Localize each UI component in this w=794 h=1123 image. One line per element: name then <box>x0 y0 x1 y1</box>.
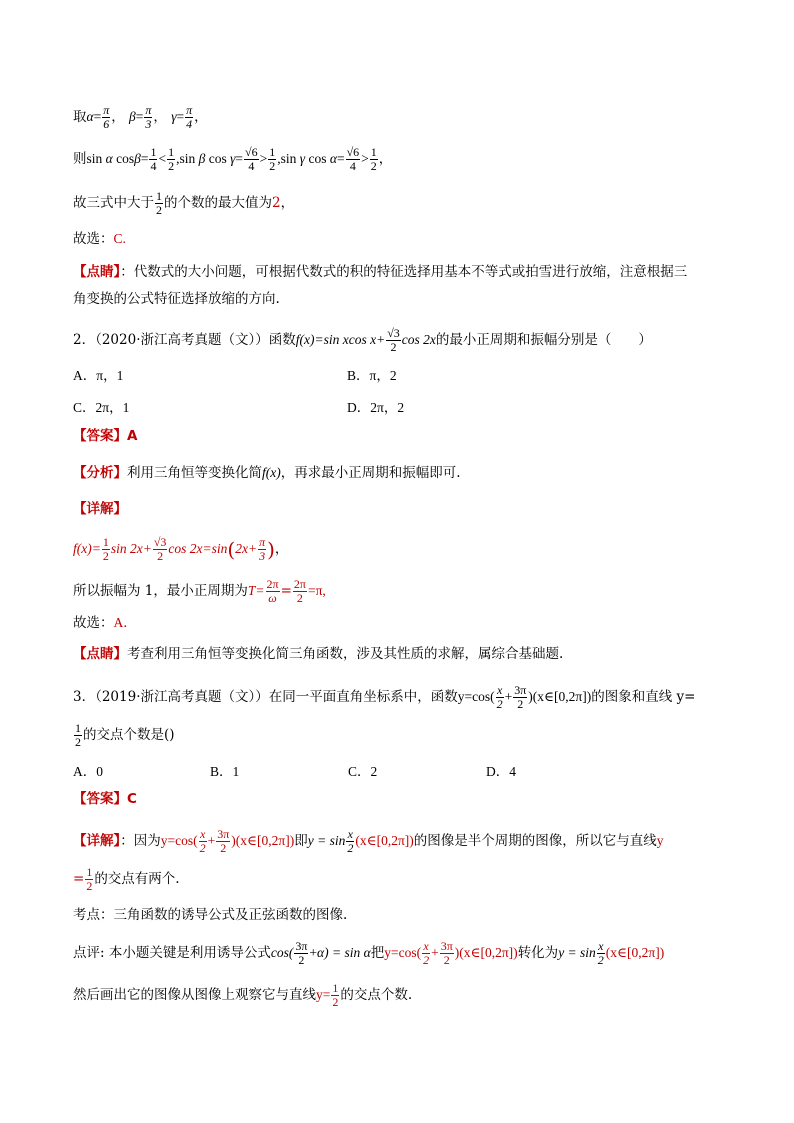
analysis-2: 【分析】利用三角恒等变换化简f(x)，再求最小正周期和振幅即可. <box>73 465 461 481</box>
detail-tag: 【详解】 <box>73 833 121 849</box>
detail-2-line-2: 所以振幅为 1，最小正周期为T= $\frac{2\pi}{\omega}$ = $\frac{2\pi}{2}$ =π, <box>73 577 326 605</box>
kaodian-line: 考点：三角函数的诱导公式及正弦函数的图像. <box>73 907 348 923</box>
alpha-symbol: α <box>86 109 94 124</box>
remark-tag: 【点睛】 <box>73 264 121 280</box>
option-b[interactable]: B．π，2 <box>347 368 397 383</box>
gamma-symbol: γ <box>171 109 177 124</box>
question-3-stem-line-2: $\frac{1}{2}$ 的交点个数是() <box>75 721 175 749</box>
detail-2-line-1: f(x)= $\frac{1}{2}$ sin 2x+ $\frac{√3}{2}$ cos 2x=sin(2x+ $\frac{\pi}{3}$ )， <box>73 535 289 563</box>
equals: = <box>93 109 102 124</box>
beta-symbol: β <box>129 109 136 124</box>
solution-line-2: 则sin α cosβ= $\frac{1}{4}$ < $\frac{1}{2}$ ,sin β cos γ= $\frac{√6}{4}$ > $\frac{1}{2}$ ,sin γ cos α= $\frac{√6}{4}$ > $\frac{1}{2}$ ， <box>73 145 393 173</box>
question-number: 2． <box>73 332 96 348</box>
fraction-sqrt6-4: $\frac{√6}{4}$ <box>245 145 258 173</box>
question-number: 3． <box>73 689 96 705</box>
option-d[interactable]: D．2π，2 <box>347 400 405 415</box>
option-d[interactable]: D．4 <box>486 764 516 779</box>
remark-tag: 【点睛】 <box>73 646 127 662</box>
detail-tag: 【详解】 <box>73 501 127 517</box>
text: 取 <box>73 109 87 125</box>
option-a[interactable]: A．0 <box>73 764 103 779</box>
detail-3-line-1: 【详解】：因为y=cos( $\frac{x}{2}$ + $\frac{3\pi}{2}$ )(x∈[0,2π])即y = sin $\frac{x}{2}$ (x∈[0,2π])的图像是半个周期的图像，所以它与直线y <box>73 827 664 855</box>
comment-line-2: 然后画出它的图像从图像上观察它与直线y= $\frac{1}{2}$ 的交点个数. <box>73 981 413 1009</box>
solution-line-3: 故三式中大于 $\frac{1}{2}$ 的个数的最大值为2， <box>73 189 295 217</box>
question-3-stem-line-1: 3．（2019·浙江高考真题（文））在同一平面直角坐标系中，函数y=cos( $\frac{x}{2}$ + $\frac{3\pi}{2}$ )(x∈[0,2π])的图象和直线 y= <box>73 683 696 711</box>
solution-line-4: 故选：C. <box>73 231 126 247</box>
question-2-stem: 2．（2020·浙江高考真题（文））函数f(x)=sin xcos x+ $\frac{√3}{2}$ cos 2x的最小正周期和振幅分别是（ ） <box>73 326 652 354</box>
fraction-pi-4: $\frac{\pi}{4}$ <box>186 103 193 131</box>
remark-2: 【点睛】考查利用三角恒等变换化简三角函数，涉及其性质的求解，属综合基础题. <box>73 646 564 662</box>
separator: ， <box>111 109 125 125</box>
answer-value: A <box>127 428 138 444</box>
fraction-1-4: $\frac{1}{4}$ <box>150 145 157 173</box>
analysis-tag: 【分析】 <box>73 465 127 481</box>
answer-2 <box>73 427 734 445</box>
detail-3-line-2: = $\frac{1}{2}$ 的交点有两个. <box>73 865 180 893</box>
detail-2-tag-line <box>73 500 734 518</box>
detail-2-line-3: 故选：A． <box>73 615 137 631</box>
option-c[interactable]: C．2π，1 <box>73 400 130 415</box>
comment-line-1: 点评: 本小题关键是利用诱导公式cos( $\frac{3\pi}{2}$ +α) = sin α把y=cos( $\frac{x}{2}$ + $\frac{3\pi}{2}$ )(x∈[0,2π])转化为y = sin $\frac{x}{2}$ (x∈[0,2π]) <box>73 939 665 967</box>
answer-3 <box>73 790 734 808</box>
choice-answer: C. <box>113 231 126 246</box>
fraction-pi-3: $\frac{\pi}{3}$ <box>145 103 152 131</box>
fraction-1-2: $\frac{1}{2}$ <box>168 145 175 173</box>
remark-1-line-1: 【点睛】：代数式的大小问题，可根据代数式的积的特征选择用基本不等式或拍雪进行放缩，注意根据三 <box>73 264 688 280</box>
answer-tag: 【答案】 <box>73 428 127 444</box>
option-b[interactable]: B．1 <box>210 764 240 779</box>
option-a[interactable]: A．π，1 <box>73 368 124 383</box>
solution-line-1: 取α= $\frac{\pi}{6}$ ， β= $\frac{\pi}{3}$ ， γ= $\frac{\pi}{4}$ ， <box>73 103 208 131</box>
fraction-pi-6: $\frac{\pi}{6}$ <box>103 103 110 131</box>
answer-tag: 【答案】 <box>73 791 127 807</box>
max-value: 2 <box>272 195 281 211</box>
answer-value: C <box>127 791 137 807</box>
remark-1-line-2: 角变换的公式特征选择放缩的方向. <box>73 291 280 307</box>
option-c[interactable]: C．2 <box>348 764 378 779</box>
